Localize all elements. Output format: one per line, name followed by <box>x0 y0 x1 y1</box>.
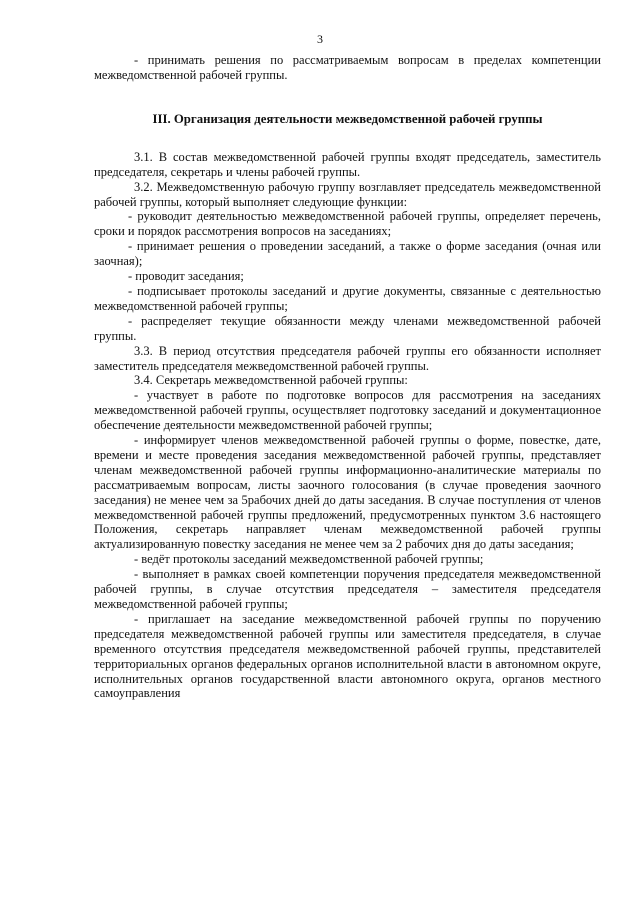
list-item-provodit: - проводит заседания; <box>128 269 244 284</box>
paragraph-3-2: 3.2. Межведомственную рабочую группу возглавляет председатель межведомственной рабочей группы, который выполняет следующие функции: <box>94 179 601 209</box>
list-item-raspredelyaet: - распределяет текущие обязанности между членами межведомственной рабочей группы. <box>94 313 601 343</box>
paragraph-3-3: 3.3. В период отсутствия председателя рабочей группы его обязанности исполняет заместитель председателя межведомственной рабочей группы. <box>94 343 601 373</box>
list-item-vypolnyaet: - выполняет в рамках своей компетенции поручения председателя межведомственной рабочей группы, в случае отсутствия председателя – заместителя председателя межведомственной рабочей группы; <box>94 567 601 611</box>
section-heading: III. Организация деятельности межведомственной рабочей группы <box>152 111 543 126</box>
page-number: 3 <box>317 32 323 46</box>
document-body <box>94 53 601 701</box>
paragraph-3-4: 3.4. Секретарь межведомственной рабочей группы: <box>134 373 408 388</box>
list-item-uchastvuet: - участвует в работе по подготовке вопросов для рассмотрения на заседаниях межведомственной рабочей группы, осуществляет подготовку заседаний и документационное обеспечение деятельности межведомственной рабочей группы; <box>94 388 601 433</box>
list-item-vedet: - ведёт протоколы заседаний межведомственной рабочей группы; <box>134 552 484 567</box>
list-item-priglashaet: - приглашает на заседание межведомственной рабочей группы по поручению председателя межведомственной рабочей группы или заместителя председателя, в случае временного отсутствия председателя межведомственной рабочей группы, представителей территориальных органов федеральных органов исполнительной власти в автономном округе, исполнительных органов государственной власти автономного округа, органов местного самоуправления <box>94 611 601 701</box>
list-item-informiruet: - информирует членов межведомственной рабочей группы о форме, повестке, дате, времени и месте проведения заседания межведомственной рабочей группы, представляет членам межведомственной рабочей группы информационно-аналитические материалы по рассматриваемым вопросам, листы заочного голосования (в случае проведения заочного заседания) не менее чем за 5рабочих дней до даты заседания. В случае поступления от членов межведомственной рабочей группы предложений, предусмотренных пунктом 3.6 настоящего Положения, секретарь направляет членам межведомственной рабочей группы актуализированную повестку заседания не менее чем за 2 рабочих дня до даты заседания; <box>94 433 601 552</box>
list-item-podpisyvaet: - подписывает протоколы заседаний и другие документы, связанные с деятельностью межведомственной рабочей группы; <box>94 283 601 313</box>
paragraph-3-1: 3.1. В состав межведомственной рабочей группы входят председатель, заместитель председателя, секретарь и члены рабочей группы. <box>94 149 601 179</box>
list-item-prinimaet: - принимает решения о проведении заседаний, а также о форме заседания (очная или заочная); <box>94 239 601 269</box>
intro-paragraph: - принимать решения по рассматриваемым вопросам в пределах компетенции межведомственной рабочей группы. <box>94 53 601 82</box>
list-item-rukovodit: - руководит деятельностью межведомственной рабочей группы, определяет перечень, сроки и порядок рассмотрения вопросов на заседаниях; <box>94 209 601 239</box>
